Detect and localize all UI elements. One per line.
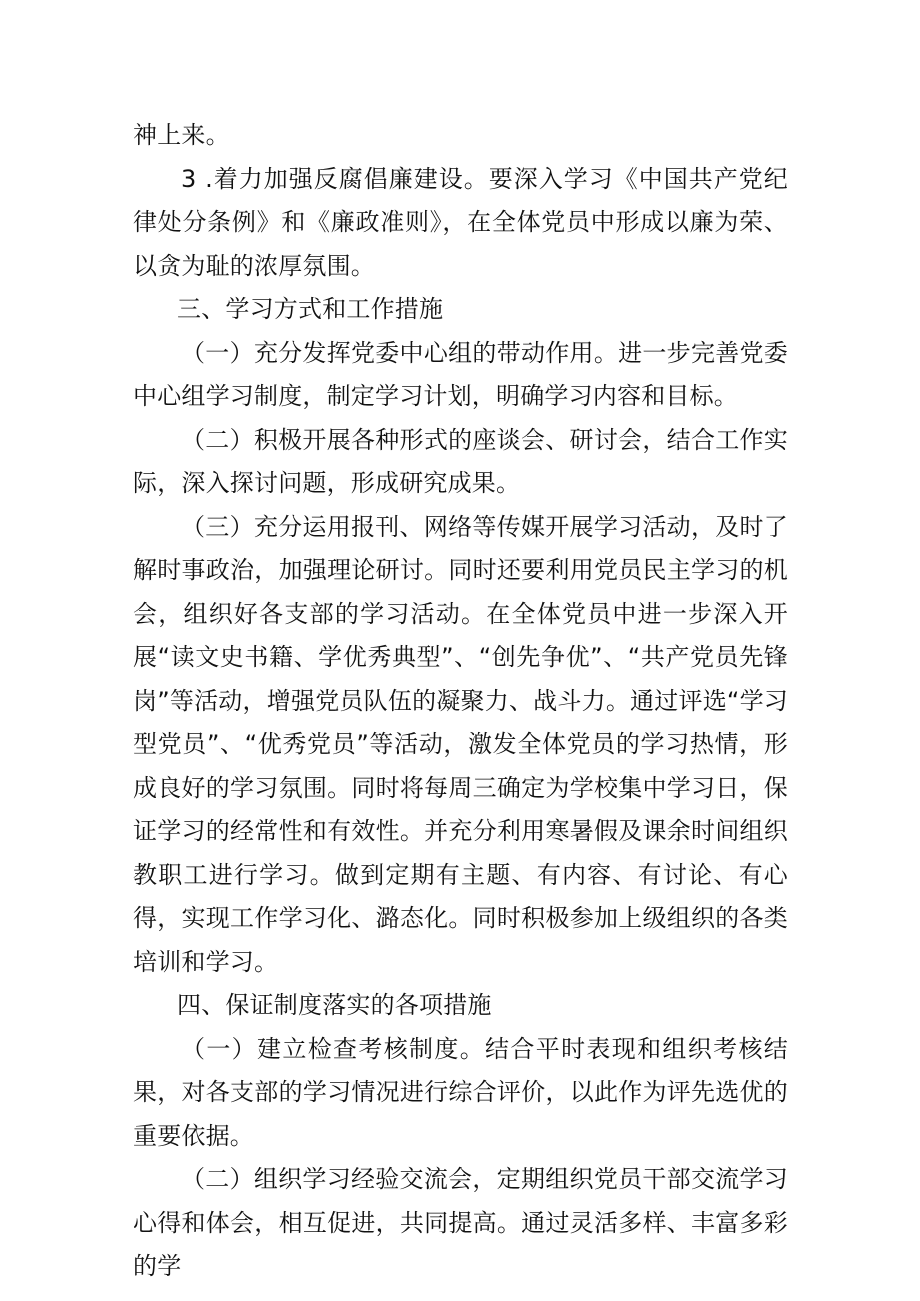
paragraph-continuation: 神上来。	[133, 121, 230, 149]
paragraph-3-3: （三）充分运用报刊、网络等传媒开展学习活动，及时了解时事政治，加强理论研讨。同时还要利用党员民主学习的机会，组织好各支部的学习活动。在全体党员中进一步深入开展“读文史书籍、学优秀典型”、“创先争优”、“共产党员先锋岗”等活动，增强党员队伍的凝聚力、战斗力。通过评选“学习型党员”、“优秀党员”等活动，激发全体党员的学习热情，形成良好的学习氛围。同时将每周三确定为学校集中学习日，保证学习的经常性和有效性。并充分利用寒暑假及课余时间组织教职工进行学习。做到定期有主题、有内容、有讨论、有心得，实现工作学习化、潞态化。同时积极参加上级组织的各类培训和学习。	[133, 512, 788, 976]
section-heading-4: 四、保证制度落实的各项措施	[177, 991, 492, 1019]
document-body	[133, 114, 788, 1289]
paragraph-item-3: 3 .着力加强反腐倡廉建设。要深入学习《中国共产党纪律处分条例》和《廉政准则》，在全体党员中形成以廉为荣、以贪为耻的浓厚氛围。	[133, 164, 788, 280]
paragraph-4-2: （二）组织学习经验交流会，定期组织党员干部交流学习心得和体会，相互促进，共同提高。通过灵活多样、丰富多彩的学	[133, 1165, 788, 1280]
paragraph-3-1: （一）充分发挥党委中心组的带动作用。进一步完善党委中心组学习制度，制定学习计划，明确学习内容和目标。	[133, 338, 788, 410]
paragraph-3-2: （二）积极开展各种形式的座谈会、研讨会，结合工作实际，深入探讨问题，形成研究成果。	[133, 425, 788, 497]
paragraph-4-1: （一）建立检查考核制度。结合平时表现和组织考核结果，对各支部的学习情况进行综合评价，以此作为评先选优的重要依据。	[133, 1034, 788, 1150]
section-heading-3: 三、学习方式和工作措施	[177, 295, 444, 323]
